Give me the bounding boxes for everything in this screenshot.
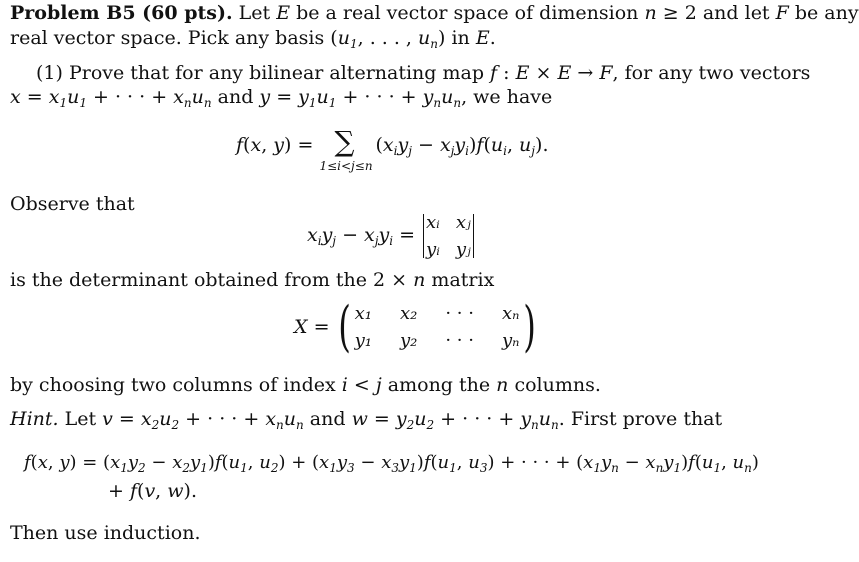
matrix-x: x₁ x₂ · · · xₙ y₁ y₂ · · · yₙ — [354, 303, 520, 351]
determinant-matrix: xᵢ xⱼ yᵢ yⱼ — [426, 212, 471, 260]
induction-text: Then use induction. — [10, 522, 201, 544]
matrix-formula: X = ( x₁ x₂ · · · xₙ y₁ y₂ · · · yₙ ) — [294, 295, 537, 358]
hint-formula-line-2: + f(v, w). — [108, 480, 197, 502]
problem-intro-text: Let E be a real vector space of dimension n ≥ 2 and let F be any — [238, 2, 859, 24]
hint-formula-line-1: f(x, $y) = (x_1y_2 - x_2y_1)f(u_1$, $u_2) + (x_1y_3 - x_3y_1)f(u_1$, $u_3$) + · · · + $(x_1y_n - x_ny_1)f(u_1$, $u_n$) — [24, 452, 759, 475]
hint-line: Hint. Let $v = x_2u_2$ + · · · + $x_nu_n$ and $w = y_2u_2$ + · · · + $y_nu_n$. First prove that — [10, 408, 723, 432]
part1-line-1: (1) Prove that for any bilinear alternating map f : E × E → F, for any two vectors — [36, 62, 811, 84]
part1-line-2: $x = x_1u_1$ + · · · + $x_nu_n$ and $y = y_1u_1$ + · · · + $y_nu_n$, we have — [10, 86, 553, 110]
sum-symbol: ∑ — [334, 125, 355, 158]
observe-text: Observe that — [10, 193, 135, 215]
problem-title: Problem B5 (60 pts). — [10, 2, 233, 24]
problem-statement-line-1 — [10, 2, 859, 24]
main-formula: f(x, y) = ∑ 1≤i<j≤n $(x_iy_j - x_jy_i)f(u_i$, $u_j$). — [236, 125, 549, 173]
sum-range: 1≤i<j≤n — [319, 159, 373, 173]
hint-label: Hint. — [10, 408, 59, 430]
choose-text: by choosing two columns of index i < j among the n columns. — [10, 374, 601, 396]
determinant-text: is the determinant obtained from the 2 × n matrix — [10, 269, 495, 291]
determinant-formula: $x_iy_j - x_jy_i$ = xᵢ xⱼ yᵢ yⱼ — [307, 212, 476, 260]
problem-statement-line-2: real vector space. Pick any basis ($u_1$, . . . , $u_n$) in E. — [10, 27, 496, 51]
